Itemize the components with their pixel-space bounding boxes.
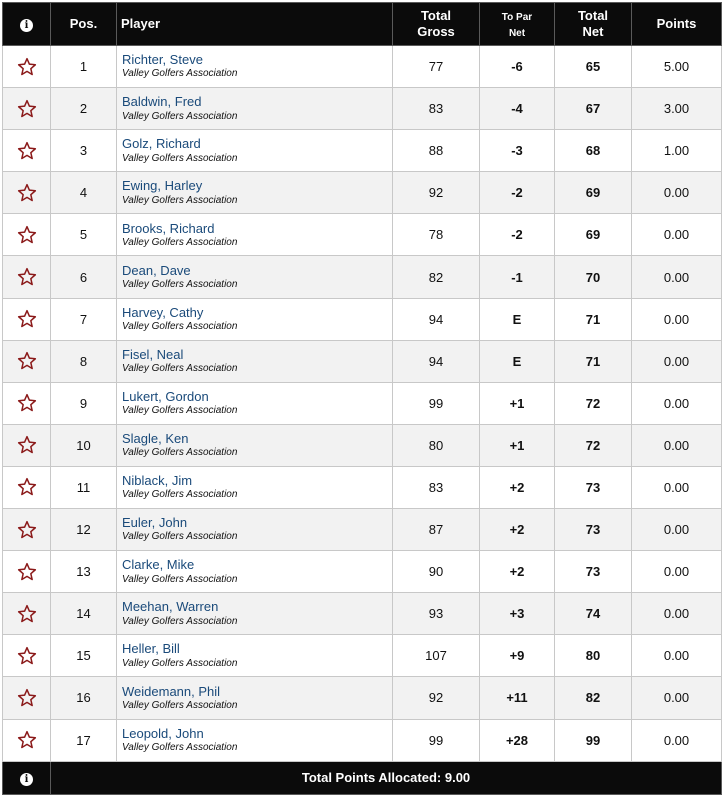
position-cell: 14 <box>51 593 117 635</box>
total-net-cell: 99 <box>555 719 632 761</box>
to-par-net-cell: -2 <box>480 214 555 256</box>
player-cell[interactable] <box>117 130 393 172</box>
points-cell: 0.00 <box>632 214 722 256</box>
total-net-cell: 82 <box>555 677 632 719</box>
total-net-cell: 72 <box>555 382 632 424</box>
total-gross-cell: 92 <box>393 172 480 214</box>
player-club: Valley Golfers Association <box>122 741 238 753</box>
header-to-par-net[interactable] <box>480 3 555 46</box>
player-cell[interactable] <box>117 214 393 256</box>
favorite-star[interactable] <box>3 256 51 298</box>
points-cell: 0.00 <box>632 340 722 382</box>
total-gross-cell: 90 <box>393 551 480 593</box>
to-par-net-cell: -3 <box>480 130 555 172</box>
player-name[interactable]: Clarke, Mike <box>122 557 195 573</box>
player-club: Valley Golfers Association <box>122 573 238 585</box>
table-row[interactable] <box>3 466 722 508</box>
total-gross-cell: 82 <box>393 256 480 298</box>
table-row[interactable] <box>3 382 722 424</box>
player-club: Valley Golfers Association <box>122 447 238 459</box>
header-total-net[interactable] <box>555 3 632 46</box>
table-row[interactable] <box>3 635 722 677</box>
table-row[interactable] <box>3 593 722 635</box>
position-cell: 4 <box>51 172 117 214</box>
points-cell: 0.00 <box>632 298 722 340</box>
player-name[interactable]: Lukert, Gordon <box>122 388 209 404</box>
total-net-cell: 65 <box>555 46 632 88</box>
points-cell: 5.00 <box>632 46 722 88</box>
to-par-net-cell: +2 <box>480 551 555 593</box>
table-row[interactable] <box>3 130 722 172</box>
to-par-net-cell: -6 <box>480 46 555 88</box>
header-gross-line2: Gross <box>417 24 455 39</box>
to-par-net-cell: +9 <box>480 635 555 677</box>
star-icon[interactable] <box>17 688 37 708</box>
player-club: Valley Golfers Association <box>122 194 238 206</box>
to-par-net-cell: -4 <box>480 88 555 130</box>
total-net-cell: 69 <box>555 172 632 214</box>
position-cell: 6 <box>51 256 117 298</box>
player-cell[interactable] <box>117 466 393 508</box>
player-cell[interactable] <box>117 509 393 551</box>
player-club: Valley Golfers Association <box>122 320 238 332</box>
player-cell[interactable] <box>117 424 393 466</box>
points-cell: 0.00 <box>632 635 722 677</box>
favorite-star[interactable] <box>3 509 51 551</box>
header-points[interactable]: Points <box>632 3 722 46</box>
total-gross-cell: 88 <box>393 130 480 172</box>
position-cell: 11 <box>51 466 117 508</box>
points-cell: 1.00 <box>632 130 722 172</box>
favorite-star[interactable] <box>3 382 51 424</box>
points-cell: 0.00 <box>632 593 722 635</box>
table-row[interactable] <box>3 551 722 593</box>
player-name[interactable]: Baldwin, Fred <box>122 94 202 110</box>
total-gross-cell: 77 <box>393 46 480 88</box>
to-par-net-cell: -2 <box>480 172 555 214</box>
favorite-star[interactable] <box>3 46 51 88</box>
favorite-star[interactable] <box>3 593 51 635</box>
total-gross-cell: 83 <box>393 88 480 130</box>
player-name[interactable]: Brooks, Richard <box>122 220 215 236</box>
star-icon[interactable] <box>17 730 37 750</box>
total-gross-cell: 83 <box>393 466 480 508</box>
star-icon[interactable] <box>17 225 37 245</box>
player-name[interactable]: Niblack, Jim <box>122 473 193 489</box>
player-cell[interactable] <box>117 551 393 593</box>
to-par-net-cell: +1 <box>480 424 555 466</box>
position-cell: 2 <box>51 88 117 130</box>
header-info[interactable] <box>3 3 51 46</box>
position-cell: 8 <box>51 340 117 382</box>
position-cell: 16 <box>51 677 117 719</box>
points-cell: 0.00 <box>632 382 722 424</box>
header-topar-line2: Net <box>508 28 526 39</box>
footer-row <box>3 761 722 794</box>
favorite-star[interactable] <box>3 677 51 719</box>
player-club: Valley Golfers Association <box>122 657 238 669</box>
position-cell: 9 <box>51 382 117 424</box>
favorite-star[interactable] <box>3 130 51 172</box>
table-row[interactable] <box>3 298 722 340</box>
player-club: Valley Golfers Association <box>122 363 238 375</box>
total-net-cell: 69 <box>555 214 632 256</box>
total-gross-cell: 80 <box>393 424 480 466</box>
player-name[interactable]: Weidemann, Phil <box>122 683 221 699</box>
leaderboard-body <box>3 46 722 762</box>
star-icon[interactable] <box>17 646 37 666</box>
to-par-net-cell: +28 <box>480 719 555 761</box>
player-name[interactable]: Richter, Steve <box>122 52 203 68</box>
player-club: Valley Golfers Association <box>122 699 238 711</box>
table-row[interactable] <box>3 46 722 88</box>
position-cell: 10 <box>51 424 117 466</box>
total-net-cell: 73 <box>555 551 632 593</box>
table-row[interactable] <box>3 509 722 551</box>
position-cell: 5 <box>51 214 117 256</box>
total-gross-cell: 99 <box>393 719 480 761</box>
player-cell[interactable] <box>117 88 393 130</box>
table-row[interactable] <box>3 677 722 719</box>
favorite-star[interactable] <box>3 172 51 214</box>
table-row[interactable] <box>3 424 722 466</box>
favorite-star[interactable] <box>3 424 51 466</box>
total-net-cell: 67 <box>555 88 632 130</box>
total-gross-cell: 93 <box>393 593 480 635</box>
star-icon[interactable] <box>17 393 37 413</box>
player-cell[interactable] <box>117 719 393 761</box>
player-name[interactable]: Meehan, Warren <box>122 599 219 615</box>
total-net-cell: 68 <box>555 130 632 172</box>
player-cell[interactable] <box>117 635 393 677</box>
to-par-net-cell: +2 <box>480 466 555 508</box>
to-par-net-cell: E <box>480 298 555 340</box>
points-cell: 0.00 <box>632 172 722 214</box>
points-cell: 0.00 <box>632 509 722 551</box>
player-cell[interactable] <box>117 256 393 298</box>
player-cell[interactable] <box>117 677 393 719</box>
player-cell[interactable] <box>117 298 393 340</box>
table-row[interactable] <box>3 172 722 214</box>
favorite-star[interactable] <box>3 88 51 130</box>
favorite-star[interactable] <box>3 635 51 677</box>
info-icon[interactable]: i <box>20 19 33 32</box>
total-gross-cell: 107 <box>393 635 480 677</box>
table-row[interactable] <box>3 340 722 382</box>
player-cell[interactable] <box>117 172 393 214</box>
player-club: Valley Golfers Association <box>122 615 238 627</box>
player-club: Valley Golfers Association <box>122 152 238 164</box>
total-gross-cell: 78 <box>393 214 480 256</box>
total-gross-cell: 92 <box>393 677 480 719</box>
to-par-net-cell: +2 <box>480 509 555 551</box>
header-net-line2: Net <box>582 24 604 39</box>
star-icon[interactable] <box>17 141 37 161</box>
total-gross-cell: 87 <box>393 509 480 551</box>
position-cell: 3 <box>51 130 117 172</box>
player-name[interactable]: Harvey, Cathy <box>122 304 204 320</box>
to-par-net-cell: -1 <box>480 256 555 298</box>
info-icon[interactable]: i <box>20 773 33 786</box>
points-cell: 0.00 <box>632 424 722 466</box>
position-cell: 13 <box>51 551 117 593</box>
total-gross-cell: 94 <box>393 298 480 340</box>
player-name[interactable]: Ewing, Harley <box>122 178 203 194</box>
total-points-allocated: Total Points Allocated: 9.00 <box>51 761 722 794</box>
total-net-cell: 70 <box>555 256 632 298</box>
player-cell[interactable] <box>117 382 393 424</box>
total-net-cell: 80 <box>555 635 632 677</box>
star-icon[interactable] <box>17 435 37 455</box>
player-club: Valley Golfers Association <box>122 278 238 290</box>
total-net-cell: 72 <box>555 424 632 466</box>
points-cell: 3.00 <box>632 88 722 130</box>
player-club: Valley Golfers Association <box>122 489 238 501</box>
favorite-star[interactable] <box>3 466 51 508</box>
header-topar-line1: To Par <box>501 11 533 23</box>
table-row[interactable] <box>3 214 722 256</box>
star-icon[interactable] <box>17 183 37 203</box>
to-par-net-cell: +3 <box>480 593 555 635</box>
table-row[interactable] <box>3 719 722 761</box>
player-name[interactable]: Fisel, Neal <box>122 346 184 362</box>
header-player[interactable]: Player <box>117 3 393 46</box>
player-club: Valley Golfers Association <box>122 110 238 122</box>
total-gross-cell: 94 <box>393 340 480 382</box>
total-net-cell: 73 <box>555 509 632 551</box>
to-par-net-cell: +1 <box>480 382 555 424</box>
star-icon[interactable] <box>17 562 37 582</box>
table-row[interactable] <box>3 256 722 298</box>
to-par-net-cell: +11 <box>480 677 555 719</box>
position-cell: 7 <box>51 298 117 340</box>
player-cell[interactable] <box>117 593 393 635</box>
total-net-cell: 73 <box>555 466 632 508</box>
header-gross-line1: Total <box>420 7 452 23</box>
favorite-star[interactable] <box>3 340 51 382</box>
player-cell[interactable] <box>117 340 393 382</box>
points-cell: 0.00 <box>632 677 722 719</box>
total-net-cell: 71 <box>555 340 632 382</box>
total-net-cell: 71 <box>555 298 632 340</box>
star-icon[interactable] <box>17 309 37 329</box>
header-net-line1: Total <box>577 7 609 23</box>
favorite-star[interactable] <box>3 551 51 593</box>
total-gross-cell: 99 <box>393 382 480 424</box>
player-name[interactable]: Euler, John <box>122 515 188 531</box>
star-icon[interactable] <box>17 57 37 77</box>
points-cell: 0.00 <box>632 466 722 508</box>
player-name[interactable]: Slagle, Ken <box>122 431 189 447</box>
player-name[interactable]: Heller, Bill <box>122 641 180 657</box>
player-name[interactable]: Golz, Richard <box>122 136 201 152</box>
star-icon[interactable] <box>17 267 37 287</box>
star-icon[interactable] <box>17 351 37 371</box>
leaderboard-table <box>2 2 722 795</box>
player-club: Valley Golfers Association <box>122 236 238 248</box>
player-club: Valley Golfers Association <box>122 405 238 417</box>
favorite-star[interactable] <box>3 298 51 340</box>
position-cell: 12 <box>51 509 117 551</box>
points-cell: 0.00 <box>632 551 722 593</box>
star-icon[interactable] <box>17 477 37 497</box>
favorite-star[interactable] <box>3 214 51 256</box>
to-par-net-cell: E <box>480 340 555 382</box>
star-icon[interactable] <box>17 99 37 119</box>
position-cell: 1 <box>51 46 117 88</box>
points-cell: 0.00 <box>632 256 722 298</box>
points-cell: 0.00 <box>632 719 722 761</box>
total-net-cell: 74 <box>555 593 632 635</box>
header-total-gross[interactable] <box>393 3 480 46</box>
player-name[interactable]: Dean, Dave <box>122 262 191 278</box>
player-cell[interactable] <box>117 46 393 88</box>
header-pos[interactable]: Pos. <box>51 3 117 46</box>
footer-info[interactable] <box>3 761 51 794</box>
player-name[interactable]: Leopold, John <box>122 725 204 741</box>
star-icon[interactable] <box>17 604 37 624</box>
header-row <box>3 3 722 46</box>
table-row[interactable] <box>3 88 722 130</box>
star-icon[interactable] <box>17 520 37 540</box>
favorite-star[interactable] <box>3 719 51 761</box>
player-club: Valley Golfers Association <box>122 68 238 80</box>
position-cell: 17 <box>51 719 117 761</box>
player-club: Valley Golfers Association <box>122 531 238 543</box>
position-cell: 15 <box>51 635 117 677</box>
